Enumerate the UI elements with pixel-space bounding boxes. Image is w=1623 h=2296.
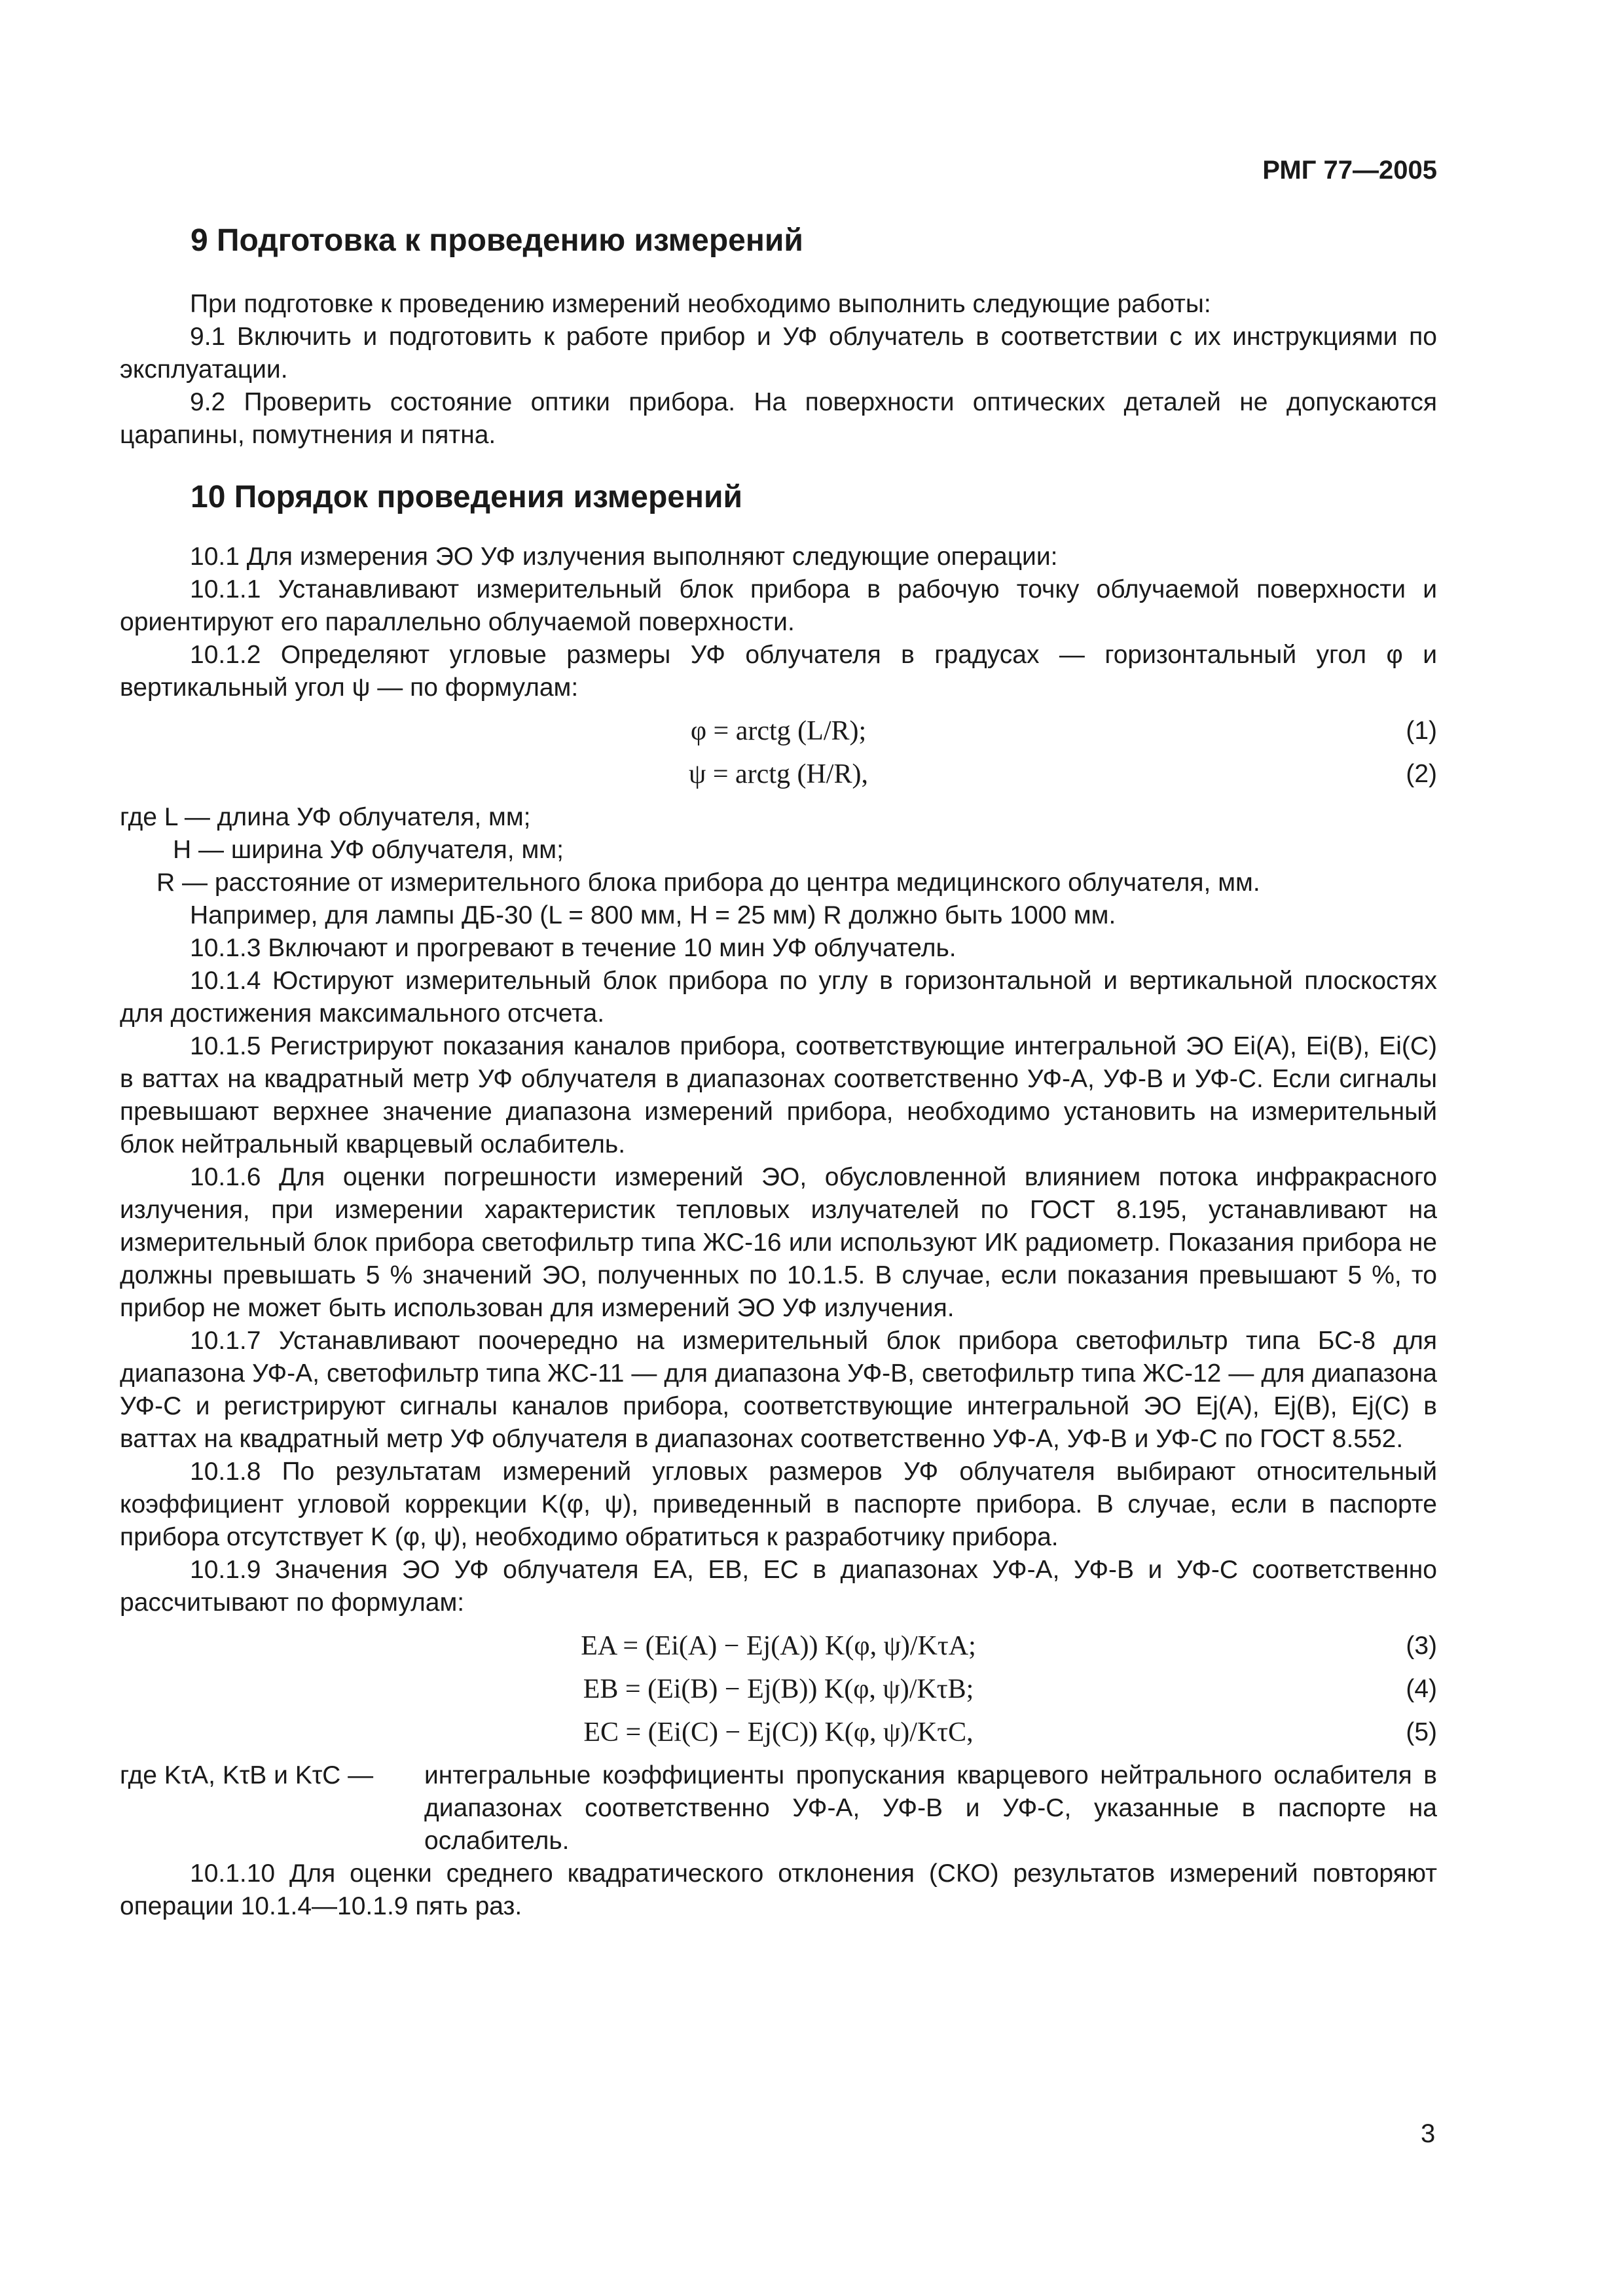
formula-5-number: (5) <box>1406 1718 1437 1746</box>
paragraph-10-1-3: 10.1.3 Включают и прогревают в течение 10 мин УФ облучатель. <box>190 934 957 962</box>
section-10-title: 10 Порядок проведения измерений <box>191 480 742 514</box>
legend-l: L — длина УФ облучателя, мм; <box>164 803 531 831</box>
formula-3-number: (3) <box>1406 1632 1437 1660</box>
legend-h: H — ширина УФ облучателя, мм; <box>173 836 564 864</box>
where-label: где <box>120 803 157 831</box>
page-number: 3 <box>1421 2119 1436 2148</box>
transmission-coefficient-legend <box>120 1759 1437 1857</box>
legend-l-row <box>120 801 1437 834</box>
section-9-title: 9 Подготовка к проведению измерений <box>191 223 803 258</box>
formula-2-number: (2) <box>1406 760 1437 788</box>
paragraph-10-1: 10.1 Для измерения ЭО УФ излучения выполняют следующие операции: <box>190 543 1058 571</box>
paragraph-9-2: 9.2 Проверить состояние оптики прибора. На поверхности оптических деталей не допускаются царапины, помутнения и пятна. <box>120 388 1437 449</box>
paragraph-10-1-10: 10.1.10 Для оценки среднего квадратического отклонения (СКО) результатов измерений повторяют операции 10.1.4—10.1.9 пять раз. <box>120 1859 1437 1920</box>
kt-label: где KτA, KτB и KτC — <box>120 1761 374 1789</box>
formula-3-expression: EA = (Ei(A) − Ej(A)) K(φ, ψ)/KτA; <box>581 1631 976 1661</box>
formula-4-expression: EB = (Ei(B) − Ej(B)) K(φ, ψ)/KτB; <box>583 1674 974 1704</box>
formula-4-number: (4) <box>1406 1675 1437 1703</box>
paragraph-10-1-9: 10.1.9 Значения ЭО УФ облучателя EA, EB, EC в диапазонах УФ-А, УФ-В и УФ-С соответственно рассчитывают по формулам: <box>120 1556 1437 1617</box>
kt-description: интегральные коэффициенты пропускания кварцевого нейтрального ослабителя в диапазонах соответственно УФ-А, УФ-В и УФ-С, указанные в паспорте на ослабитель. <box>424 1761 1437 1855</box>
legend-r: R — расстояние от измерительного блока прибора до центра медицинского облучателя, мм. <box>156 869 1260 897</box>
formula-1 <box>120 715 1437 747</box>
formula-5-expression: EC = (Ei(C) − Ej(C)) K(φ, ψ)/KτC, <box>583 1717 974 1748</box>
document-id-header: РМГ 77—2005 <box>1262 156 1437 185</box>
page-content <box>120 221 1437 1923</box>
paragraph-10-1-8: 10.1.8 По результатам измерений угловых размеров УФ облучателя выбирают относительный коэффициент угловой коррекции K(φ, ψ), приведенный в паспорте прибора. В случае, если в паспорте прибора отсутствует K (φ, ψ), необходимо обратиться к разработчику прибора. <box>120 1458 1437 1551</box>
paragraph-10-1-7: 10.1.7 Устанавливают поочередно на измерительный блок прибора светофильтр типа БС-8 для диапазона УФ-А, светофильтр типа ЖС-11 — для диапазона УФ-В, светофильтр типа ЖС-12 — для диапазона УФ-С и регистрируют сигналы каналов прибора, соответствующие интегральной ЭО Ej(A), Ej(B), Ej(C) в ваттах на квадратный метр УФ облучателя в диапазонах соответственно УФ-А, УФ-В и УФ-С по ГОСТ 8.552. <box>120 1327 1437 1453</box>
formula-2-expression: ψ = arctg (H/R), <box>689 759 868 789</box>
formula-1-number: (1) <box>1406 717 1437 745</box>
paragraph-10-1-6: 10.1.6 Для оценки погрешности измерений ЭО, обусловленной влиянием потока инфракрасного излучения, при измерении характеристик тепловых излучателей по ГОСТ 8.195, устанавливают на измерительный блок прибора светофильтр типа ЖС-16 или используют ИК радиометр. Показания прибора не должны превышать 5 % значений ЭО, полученных по 10.1.5. В случае, если показания превышают 5 %, то прибор не может быть использован для измерений ЭО УФ излучения. <box>120 1163 1437 1322</box>
formula-5 <box>120 1716 1437 1749</box>
formula-1-expression: φ = arctg (L/R); <box>690 716 867 746</box>
paragraph-10-1-2: 10.1.2 Определяют угловые размеры УФ облучателя в градусах — горизонтальный угол φ и вертикальный угол ψ — по формулам: <box>120 641 1437 702</box>
formula-4 <box>120 1673 1437 1706</box>
formula-3 <box>120 1630 1437 1662</box>
example-paragraph: Например, для лампы ДБ-30 (L = 800 мм, H = 25 мм) R должно быть 1000 мм. <box>190 901 1116 929</box>
paragraph-10-1-5: 10.1.5 Регистрируют показания каналов прибора, соответствующие интегральной ЭО Ei(A), Ei(B), Ei(C) в ваттах на квадратный метр УФ облучателя в диапазонах соответственно УФ-А, УФ-В и УФ-С. Если сигналы превышают верхнее значение диапазона измерений прибора, необходимо установить на измерительный блок нейтральный кварцевый ослабитель. <box>120 1032 1437 1158</box>
paragraph-10-1-1: 10.1.1 Устанавливают измерительный блок прибора в рабочую точку облучаемой поверхности и ориентируют его параллельно облучаемой поверхности. <box>120 575 1437 636</box>
paragraph-9-1: 9.1 Включить и подготовить к работе прибор и УФ облучатель в соответствии с их инструкциями по эксплуатации. <box>120 323 1437 384</box>
section-9-intro: При подготовке к проведению измерений необходимо выполнить следующие работы: <box>190 290 1211 318</box>
paragraph-10-1-4: 10.1.4 Юстируют измерительный блок прибора по углу в горизонтальной и вертикальной плоскостях для достижения максимального отсчета. <box>120 967 1437 1028</box>
formula-2 <box>120 758 1437 791</box>
